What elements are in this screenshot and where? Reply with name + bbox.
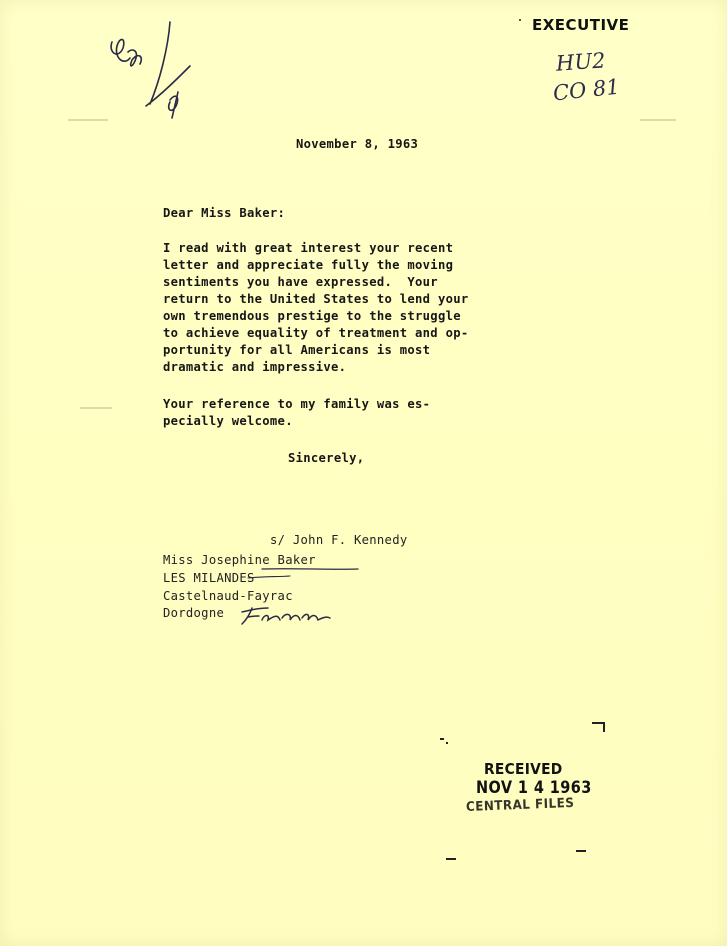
- letter-signature: s/ John F. Kennedy: [270, 533, 408, 547]
- paragraph-line: portunity for all Americans is most: [163, 343, 431, 357]
- address-line-name: Miss Josephine Baker: [163, 553, 316, 567]
- letter-salutation: Dear Miss Baker:: [163, 206, 286, 220]
- paragraph-line: Your reference to my family was es-: [163, 397, 431, 411]
- address-line-estate: LES MILANDES: [163, 571, 255, 585]
- letter-date: November 8, 1963: [296, 137, 419, 151]
- file-code-handwritten-1: HU2: [555, 48, 607, 76]
- address-line-region: Dordogne: [163, 606, 225, 620]
- paragraph-line: pecially welcome.: [163, 414, 293, 428]
- file-code-handwritten-2: CO 81: [551, 74, 621, 106]
- paragraph-line: to achieve equality of treatment and op-: [163, 326, 469, 340]
- paragraph-line: own tremendous prestige to the struggle: [163, 309, 461, 323]
- received-stamp-title: RECEIVED: [484, 760, 563, 778]
- address-line-town: Castelnaud-Fayrac: [163, 589, 293, 603]
- letter-closing: Sincerely,: [288, 451, 365, 465]
- paragraph-line: sentiments you have expressed. Your: [163, 275, 438, 289]
- executive-stamp: EXECUTIVE: [532, 16, 630, 34]
- paragraph-line: I read with great interest your recent: [163, 241, 454, 255]
- paragraph-line: letter and appreciate fully the moving: [163, 258, 454, 272]
- paragraph-line: dramatic and impressive.: [163, 360, 347, 374]
- paragraph-line: return to the United States to lend your: [163, 292, 469, 306]
- received-stamp-date: NOV 1 4 1963: [476, 778, 592, 798]
- received-stamp-office: CENTRAL FILES: [465, 795, 575, 815]
